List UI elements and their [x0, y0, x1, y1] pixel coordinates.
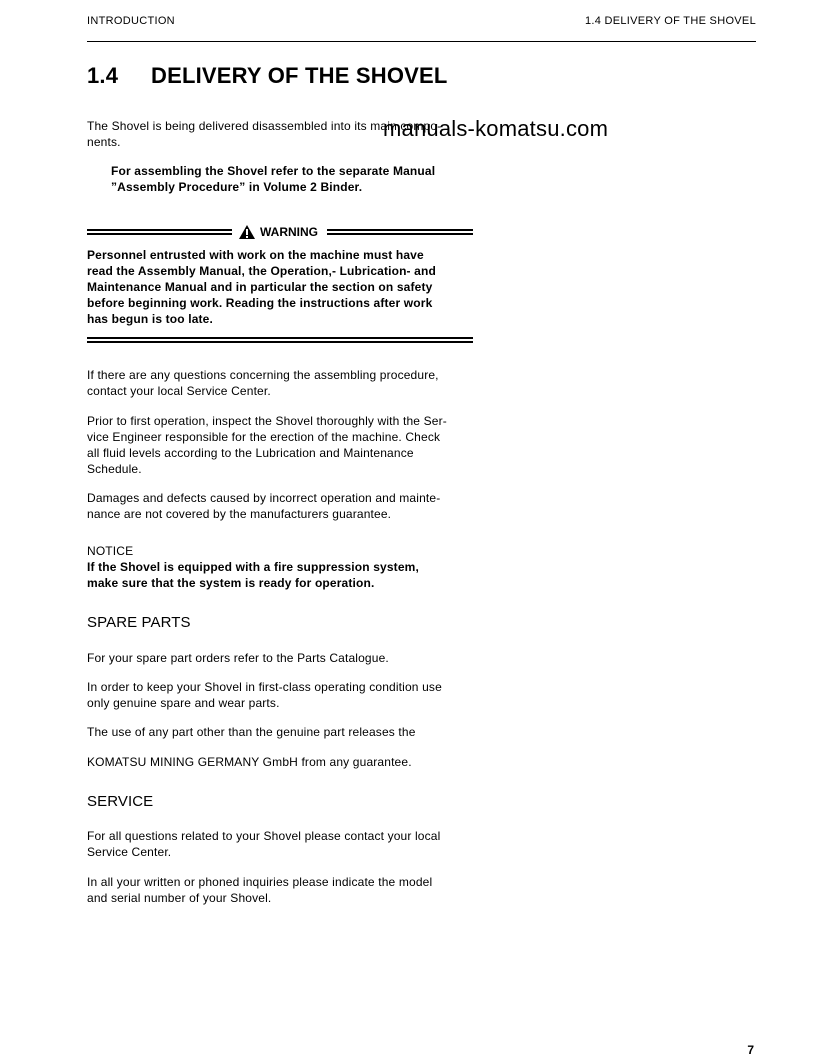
notice-block: NOTICE If the Shovel is equipped with a fire suppression system, make sure that the system is ready for operation. [87, 543, 473, 591]
assembly-note: For assembling the Shovel refer to the separate Manual ”Assembly Procedure” in Volume 2 Binder. [111, 164, 436, 194]
watermark: manuals-komatsu.com [383, 116, 609, 141]
warning-rule-left [87, 229, 232, 235]
questions-paragraph: If there are any questions concerning the assembling procedure, contact your local Service Center. [87, 368, 439, 398]
warning-triangle-icon [238, 224, 256, 240]
service-p2: In all your written or phoned inquiries please indicate the model and serial number of your Shovel. [87, 875, 433, 905]
notice-label: NOTICE [87, 544, 134, 558]
spare-parts-p4: KOMATSU MINING GERMANY GmbH from any guarantee. [87, 755, 412, 769]
damages-paragraph: Damages and defects caused by incorrect operation and mainte- nance are not covered by the manufacturers guarantee. [87, 491, 441, 521]
warning-text: Personnel entrusted with work on the machine must have read the Assembly Manual, the Operation,- Lubrication- and Maintenance Manual and in particular the section on safety before beginning work. Reading the instructions after work has begun is too late. [87, 248, 436, 326]
spare-parts-heading: SPARE PARTS [87, 614, 191, 631]
header-divider [87, 41, 756, 42]
service-p1: For all questions related to your Shovel please contact your local Service Center. [87, 829, 441, 859]
section-number: 1.4 [87, 63, 119, 88]
page-title [87, 63, 448, 89]
spare-parts-p1: For your spare part orders refer to the Parts Catalogue. [87, 651, 389, 665]
page-number: 7 [747, 1043, 754, 1057]
warning-rule-bottom [87, 337, 473, 343]
spare-parts-p2: In order to keep your Shovel in first-class operating condition use only genuine spare and wear parts. [87, 680, 442, 710]
warning-rule-right [327, 229, 473, 235]
running-header-title: 1.4 DELIVERY OF THE SHOVEL [584, 15, 756, 27]
section-title: DELIVERY OF THE SHOVEL [151, 63, 448, 88]
service-heading: SERVICE [87, 793, 154, 810]
intro-paragraph: The Shovel is being delivered disassembled into its main compo- nents. [87, 119, 442, 149]
inspection-paragraph: Prior to first operation, inspect the Shovel thoroughly with the Ser- vice Engineer responsible for the erection of the machine. Check all fluid levels according to the Lubrication and Maintenance Schedule. [87, 414, 447, 476]
running-header-section: INTRODUCTION [87, 15, 175, 27]
spare-parts-p3: The use of any part other than the genuine part releases the [87, 725, 416, 739]
warning-label: WARNING [236, 224, 320, 240]
